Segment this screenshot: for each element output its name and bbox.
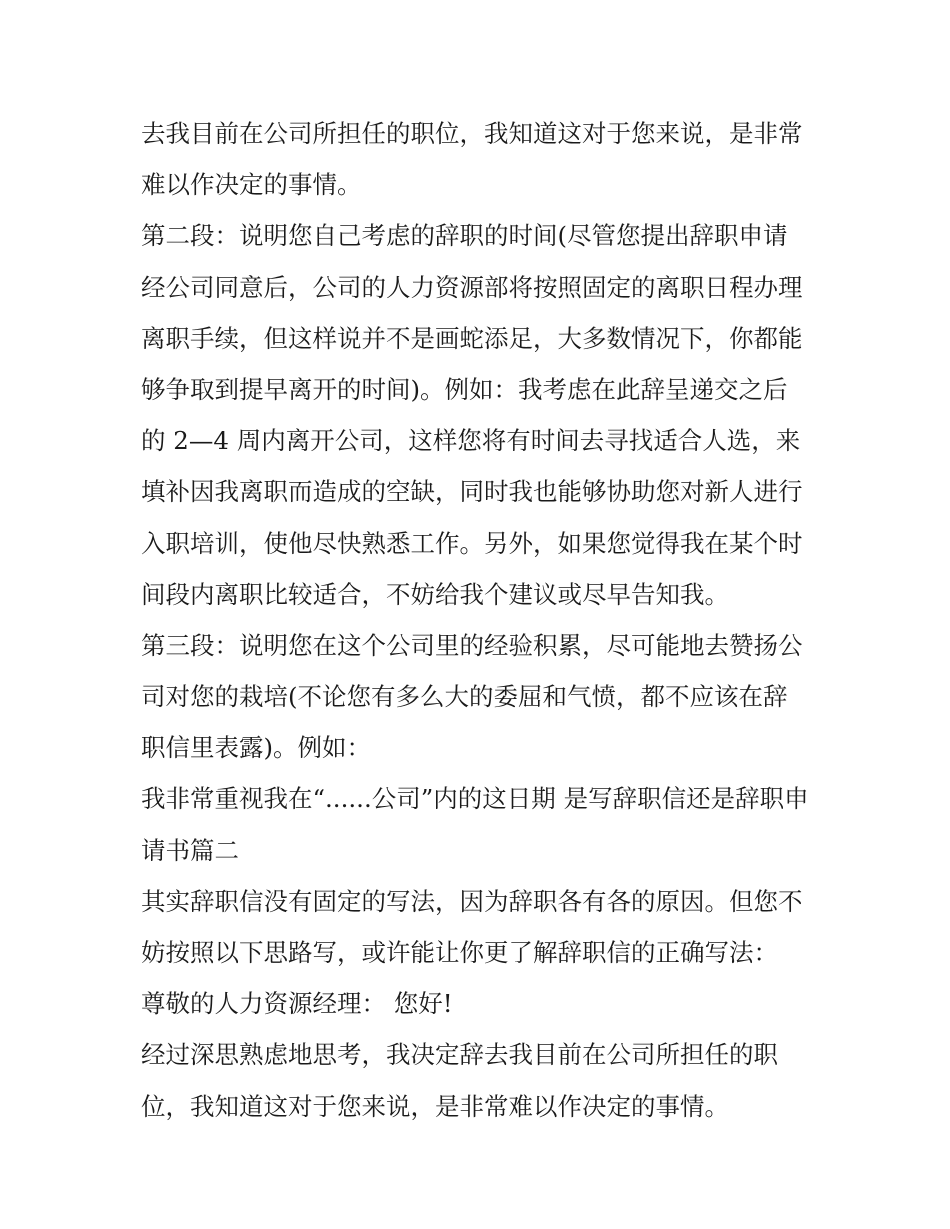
text-line: 我非常重视我在“......公司”内的这日期 是写辞职信还是辞职申 [141, 784, 809, 814]
text-line: 职信里表露)。例如： [141, 733, 372, 763]
text-line: 入职培训，使他尽快熟悉工作。另外，如果您觉得我在某个时 [141, 528, 803, 558]
text-line: 经过深思熟虑地思考，我决定辞去我目前在公司所担任的职 [141, 1040, 778, 1070]
text-line: 司对您的栽培(不论您有多么大的委屈和气愤，都不应该在辞 [141, 682, 788, 712]
text-line: 离职手续，但这样说并不是画蛇添足，大多数情况下，你都能 [141, 323, 803, 353]
text-line: 请书篇二 [141, 835, 239, 865]
text-line: 第三段：说明您在这个公司里的经验积累，尽可能地去赞扬公 [141, 630, 803, 660]
text-line: 第二段：说明您自己考虑的辞职的时间(尽管您提出辞职申请 [141, 221, 788, 251]
text-line: 够争取到提早离开的时间)。例如：我考虑在此辞呈递交之后 [141, 374, 788, 404]
text-line: 妨按照以下思路写，或许能让你更了解辞职信的正确写法： [141, 938, 778, 967]
text-line: 的 2—4 周内离开公司，这样您将有时间去寻找适合人选，来 [141, 426, 801, 456]
text-line: 去我目前在公司所担任的职位，我知道这对于您来说，是非常 [141, 119, 803, 148]
text-line: 尊敬的人力资源经理： 您好! [141, 989, 453, 1019]
text-line: 填补因我离职而造成的空缺，同时我也能够协助您对新人进行 [141, 477, 803, 507]
text-line: 经公司同意后，公司的人力资源部将按照固定的离职日程办理 [141, 272, 803, 302]
document-body [141, 108, 821, 1132]
text-line: 其实辞职信没有固定的写法，因为辞职各有各的原因。但您不 [141, 886, 803, 916]
text-line: 位，我知道这对于您来说，是非常难以作决定的事情。 [141, 1091, 729, 1121]
text-line: 难以作决定的事情。 [141, 170, 362, 200]
text-line: 间段内离职比较适合，不妨给我个建议或尽早告知我。 [141, 579, 729, 609]
